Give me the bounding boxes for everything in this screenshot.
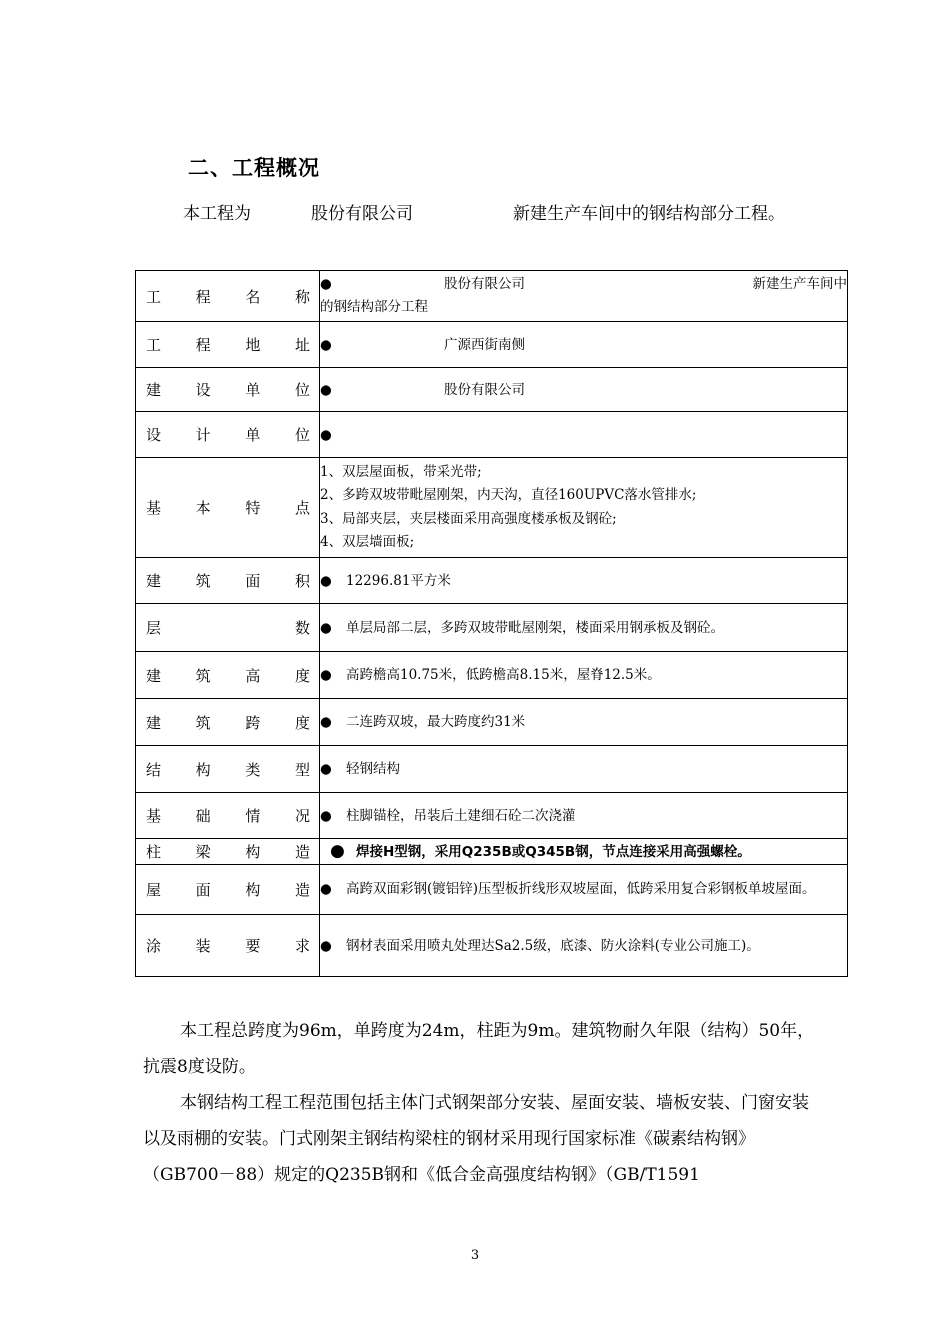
bullet-icon: ● [320, 426, 332, 443]
bullet-icon: ● [320, 667, 332, 683]
table-row [136, 558, 848, 604]
table-row [136, 793, 848, 839]
row-label: 基 本 特 点 [136, 458, 320, 558]
table-row [136, 412, 848, 458]
table-row [136, 458, 848, 558]
row-value: ● 焊接H型钢，采用Q235B或Q345B钢，节点连接采用高强螺栓。 [320, 839, 848, 865]
row-label: 柱 梁 构 造 [136, 839, 320, 865]
row-value: ● 股份有限公司 [320, 368, 848, 412]
row-value: ● 12296.81平方米 [320, 558, 848, 604]
row-label: 设 计 单 位 [136, 412, 320, 458]
table-row [136, 322, 848, 368]
row-value [320, 458, 848, 558]
intro-part-2: 股份有限公司 [311, 204, 413, 224]
row-label: 建 筑 面 积 [136, 558, 320, 604]
bullet-icon: ● [320, 336, 332, 353]
intro-part-1: 本工程为 [183, 204, 251, 224]
row-value: ● 高跨双面彩钢(镀铝锌)压型板折线形双坡屋面，低跨采用复合彩钢板单坡屋面。 [320, 865, 848, 915]
bullet-icon: ● [320, 937, 332, 954]
bullet-icon: ● [320, 761, 332, 777]
bullet-icon: ● [320, 572, 332, 589]
row-label: 屋 面 构 造 [136, 865, 320, 915]
row-label: 建 筑 高 度 [136, 652, 320, 699]
row-value: ● 二连跨双坡，最大跨度约31米 [320, 699, 848, 746]
section-heading: 二、工程概况 [188, 156, 320, 180]
feature-line: 3、局部夹层，夹层楼面采用高强度楼承板及钢砼; [320, 510, 617, 527]
table-row [136, 865, 848, 915]
bullet-icon: ● [330, 841, 345, 861]
row-label: 工 程 地 址 [136, 322, 320, 368]
feature-line: 2、多跨双坡带毗屋刚架，内天沟，直径160UPVC落水管排水; [320, 487, 697, 503]
feature-line: 4、双层墙面板; [320, 534, 415, 550]
row-value: ● 股份有限公司 新建生产车间中 的钢结构部分工程 [320, 271, 848, 322]
row-label: 层 数 [136, 604, 320, 652]
table-row [136, 368, 848, 412]
row-value: ● 轻钢结构 [320, 746, 848, 793]
table-row [136, 604, 848, 652]
paragraph-1: 本工程总跨度为96m，单跨度为24m，柱距为9m。建筑物耐久年限（结构）50年，抗震8度设防。 [143, 1021, 815, 1077]
row-value: ● 单层局部二层，多跨双坡带毗屋刚架，楼面采用钢承板及钢砼。 [320, 604, 848, 652]
row-label: 基 础 情 况 [136, 793, 320, 839]
bullet-icon: ● [320, 619, 332, 636]
bullet-icon: ● [320, 381, 332, 398]
row-label: 建 设 单 位 [136, 368, 320, 412]
row-label: 工 程 名 称 [136, 271, 320, 322]
row-label: 涂 装 要 求 [136, 915, 320, 977]
row-value [320, 412, 848, 458]
row-value: ● 钢材表面采用喷丸处理达Sa2.5级，底漆、防火涂料(专业公司施工)。 [320, 915, 848, 977]
bullet-icon: ● [320, 714, 332, 730]
row-label: 建 筑 跨 度 [136, 699, 320, 746]
table-row [136, 839, 848, 865]
feature-line: 1、双层屋面板，带采光带; [320, 463, 482, 480]
bullet-icon: ● [320, 807, 332, 824]
intro-part-3: 新建生产车间中的钢结构部分工程。 [513, 204, 785, 224]
row-value: ● 广源西街南侧 [320, 322, 848, 368]
row-value: ● 高跨檐高10.75米，低跨檐高8.15米，屋脊12.5米。 [320, 652, 848, 699]
table-row [136, 699, 848, 746]
paragraph-2: 本钢结构工程工程范围包括主体门式钢架部分安装、屋面安装、墙板安装、门窗安装以及雨棚的安装。门式刚架主钢结构梁柱的钢材采用现行国家标准《碳素结构钢》（GB700－88）规定的Q235B钢和《低合金高强度结构钢》（GB/T1591 [143, 1093, 809, 1185]
page-number: 3 [470, 1248, 480, 1263]
table-row [136, 652, 848, 699]
project-info-table [135, 270, 848, 977]
bullet-icon: ● [320, 881, 332, 897]
bullet-icon: ● [320, 276, 332, 292]
table-row [136, 271, 848, 322]
row-value: ● 柱脚锚栓，吊装后土建细石砼二次浇灌 [320, 793, 848, 839]
table-row [136, 915, 848, 977]
row-label: 结 构 类 型 [136, 746, 320, 793]
table-row [136, 746, 848, 793]
